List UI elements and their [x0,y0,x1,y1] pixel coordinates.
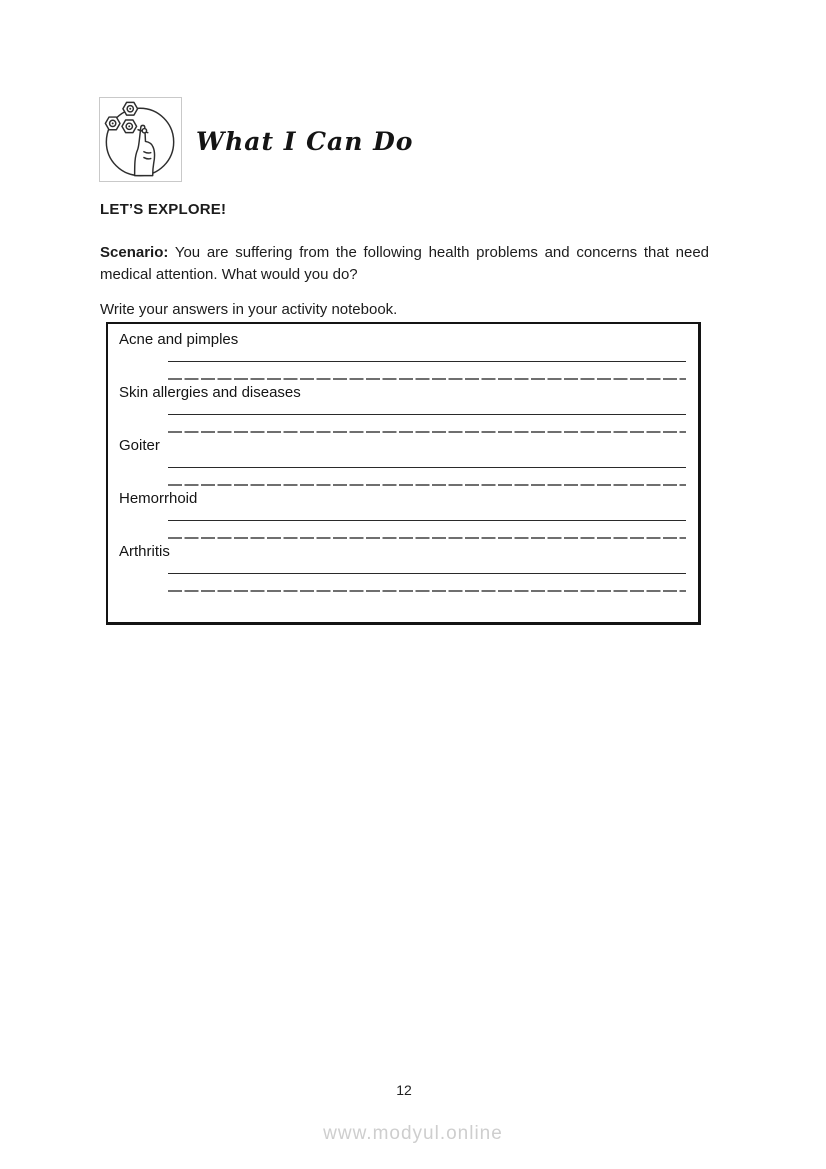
worksheet-item-goiter [108,437,698,486]
answer-blank-line [168,521,686,539]
watermark: www.modyul.online [323,1123,503,1144]
answer-blank-line [168,415,686,433]
instruction-text: Write your answers in your activity notebook. [100,301,398,318]
section-title: What I Can Do [196,127,414,156]
health-problem-label: Hemorrhoid [119,490,198,507]
answer-box [106,322,701,625]
worksheet-item-hemorrhoid [108,490,698,539]
what-i-can-do-icon [99,97,182,182]
health-problem-label: Goiter [119,437,160,454]
health-problem-label: Skin allergies and diseases [119,384,301,401]
lets-explore-heading: LET’S EXPLORE! [100,201,227,218]
answer-blank-line [168,362,686,380]
page-number: 12 [396,1082,412,1098]
scenario-label: Scenario: [100,244,169,261]
answer-blank-line [168,402,686,415]
hand-with-string-icon [100,98,181,181]
scenario-text: You are suffering from the following health problems and concerns that need medical attention. What would you do? [100,244,709,283]
answer-blank-line [168,508,686,521]
worksheet-item-skin-allergies [108,384,698,433]
answer-blank-line [168,455,686,468]
answer-blank-line [168,349,686,362]
worksheet-item-arthritis [108,543,698,592]
worksheet-item-acne [108,331,698,380]
answer-blank-line [168,561,686,574]
answer-blank-line [168,574,686,592]
answer-blank-line [168,468,686,486]
health-problem-label: Acne and pimples [119,331,239,348]
scenario-paragraph [100,242,709,285]
health-problem-label: Arthritis [119,543,170,560]
